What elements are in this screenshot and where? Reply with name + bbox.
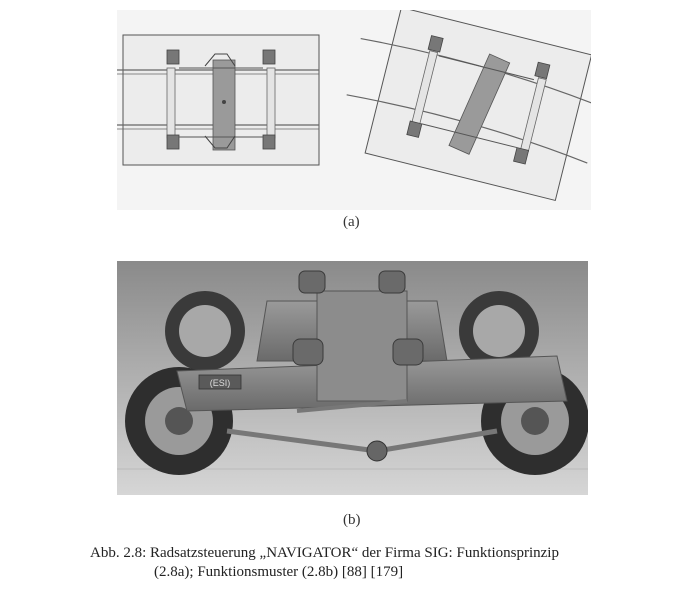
caption-line-1: Abb. 2.8: Radsatzsteuerung „NAVIGATOR“ der Firma SIG: Funktionsprinzip xyxy=(90,545,559,561)
nameplate-stamp: (ESI) xyxy=(209,378,231,388)
diagram-functional-principle xyxy=(117,10,591,210)
caption-line-2: (2.8a); Funktionsmuster (2.8b) [88] [179] xyxy=(154,564,404,580)
photo-functional-model xyxy=(117,261,588,495)
diagram-straight-track xyxy=(117,35,319,165)
figure-caption xyxy=(90,544,630,582)
subfigure-a-label: (a) xyxy=(343,214,360,230)
subfigure-b-label: (b) xyxy=(343,512,361,528)
